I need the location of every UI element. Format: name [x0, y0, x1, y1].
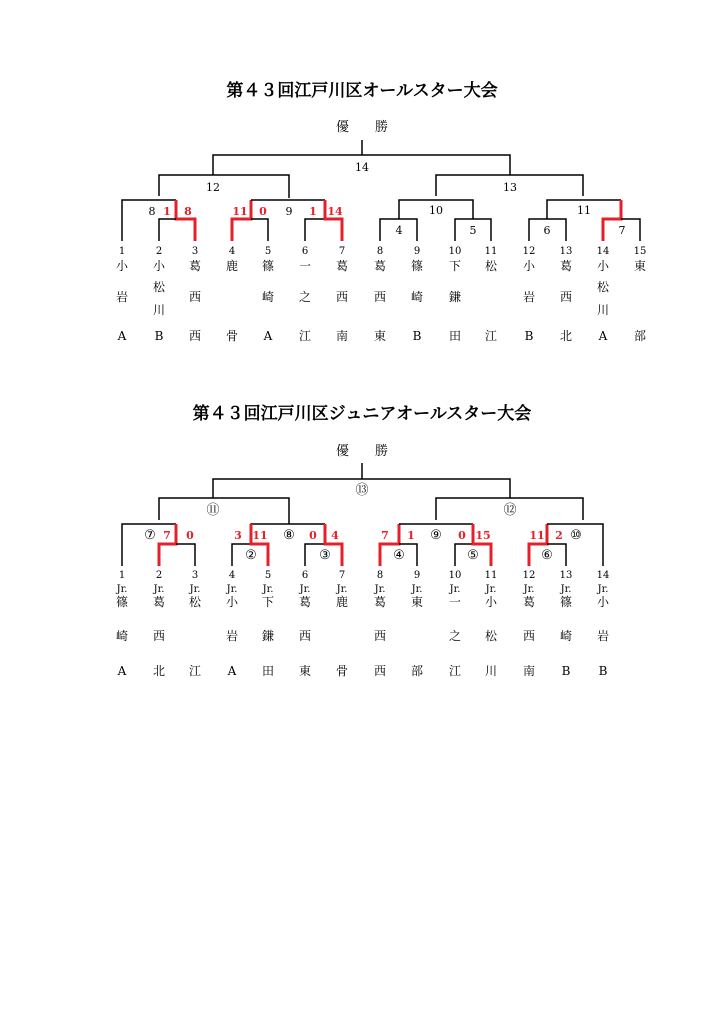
team-name: 葛: [298, 595, 312, 609]
team-number: 6: [301, 570, 309, 581]
team-name: 葛: [152, 595, 166, 609]
team-name: 南: [335, 329, 349, 343]
team-number: 7: [338, 246, 346, 257]
team-number: 14: [596, 246, 610, 257]
team-name: B: [598, 664, 608, 678]
team-name: 西: [373, 664, 387, 678]
team-number: 11: [484, 246, 498, 257]
team-name: 葛: [373, 595, 387, 609]
team-name: B: [524, 329, 534, 343]
score: 11: [529, 529, 545, 542]
team-name: 小: [596, 595, 610, 609]
match-number: ⑬: [355, 483, 369, 498]
match-number: 10: [429, 204, 443, 217]
team-name: 鎌: [261, 629, 275, 643]
match-number: ⑦: [144, 528, 156, 543]
team-name: 松: [188, 595, 202, 609]
team-name: 田: [261, 664, 275, 678]
score: 2: [555, 529, 563, 542]
score: 0: [259, 205, 267, 218]
match-number: ⑥: [541, 548, 553, 563]
team-name: 東: [373, 329, 387, 343]
team-name: 鹿: [335, 595, 349, 609]
score: 0: [458, 529, 466, 542]
team-number: 13: [559, 246, 573, 257]
team-number: 12: [522, 570, 536, 581]
score: 7: [163, 529, 171, 542]
bracket: [305, 219, 325, 241]
team-name: A: [598, 329, 608, 343]
team-name: 西: [559, 290, 573, 304]
team-name: 部: [633, 329, 647, 343]
match-number: 7: [618, 224, 626, 237]
score: 8: [184, 205, 192, 218]
team-number: 9: [413, 570, 421, 581]
team-name: 葛: [522, 595, 536, 609]
team-name: 西: [335, 290, 349, 304]
team-number: 2: [155, 246, 163, 257]
team-name: 篠: [115, 595, 129, 609]
team-name: 松: [152, 280, 166, 294]
tournament-2-title: 第４３回江戸川区ジュニアオールスター大会: [192, 404, 532, 424]
team-name: 東: [298, 664, 312, 678]
match-number: 8: [148, 205, 156, 218]
score: 11: [232, 205, 248, 218]
team-name: 岩: [225, 629, 239, 643]
team-number: 5: [264, 570, 272, 581]
team-number: 3: [191, 246, 199, 257]
team-number: 8: [376, 246, 384, 257]
team-name: 小: [115, 259, 129, 273]
match-number: 6: [543, 224, 551, 237]
team-jr: Jr.: [523, 584, 535, 595]
team-number: 4: [228, 246, 236, 257]
score: 14: [327, 205, 343, 218]
team-name: 小: [522, 259, 536, 273]
team-name: 葛: [335, 259, 349, 273]
team-jr: Jr.: [449, 584, 461, 595]
score: 1: [407, 529, 415, 542]
team-name: 西: [522, 629, 536, 643]
match-number: ③: [319, 548, 331, 563]
team-number: 1: [118, 570, 126, 581]
team-name: 葛: [188, 259, 202, 273]
team-name: 西: [188, 290, 202, 304]
team-number: 15: [633, 246, 647, 257]
team-name: 岩: [596, 629, 610, 643]
team-number: 1: [118, 246, 126, 257]
semi-left: [159, 498, 289, 524]
team-name: 葛: [559, 259, 573, 273]
team-number: 11: [484, 570, 498, 581]
bracket: [159, 219, 176, 241]
team-name: 江: [484, 329, 498, 343]
team-name: 川: [152, 303, 166, 317]
team-jr: Jr.: [116, 584, 128, 595]
team-name: 鹿: [225, 259, 239, 273]
team-name: B: [561, 664, 571, 678]
team-number: 4: [228, 570, 236, 581]
match-number: 4: [395, 224, 403, 237]
team-jr: Jr.: [189, 584, 201, 595]
score: 0: [186, 529, 194, 542]
team-name: 西: [298, 629, 312, 643]
match-number: 5: [469, 224, 477, 237]
team-name: 西: [373, 290, 387, 304]
team-name: 小: [596, 259, 610, 273]
team-name: 松: [596, 280, 610, 294]
team-name: 岩: [115, 290, 129, 304]
team-name: A: [117, 664, 127, 678]
team-number: 3: [191, 570, 199, 581]
team-name: 西: [188, 329, 202, 343]
team-name: 之: [448, 629, 462, 643]
team-jr: Jr.: [411, 584, 423, 595]
team-name: A: [227, 664, 237, 678]
team-name: 之: [298, 290, 312, 304]
team-number: 10: [448, 570, 462, 581]
match-number: 13: [503, 181, 517, 194]
team-name: 北: [559, 329, 573, 343]
score: 15: [475, 529, 491, 542]
score: 1: [163, 205, 171, 218]
team-number: 7: [338, 570, 346, 581]
team-name: 骨: [335, 664, 349, 678]
match-number: ⑪: [206, 503, 220, 518]
team-name: 西: [152, 629, 166, 643]
team-name: 小: [152, 259, 166, 273]
team-name: 田: [448, 329, 462, 343]
team-name: 篠: [261, 259, 275, 273]
team-name: 崎: [559, 629, 573, 643]
match-number: ④: [393, 548, 405, 563]
team-name: 一: [448, 595, 462, 609]
team-number: 6: [301, 246, 309, 257]
team-name: 部: [410, 664, 424, 678]
team-name: 江: [188, 664, 202, 678]
tournament-1-title: 第４３回江戸川区オールスター大会: [226, 81, 498, 101]
team-jr: Jr.: [226, 584, 238, 595]
team-name: B: [412, 329, 422, 343]
team-name: 崎: [410, 290, 424, 304]
bracket: [251, 219, 268, 241]
match-number: ②: [245, 548, 257, 563]
team-number: 8: [376, 570, 384, 581]
team-name: 下: [261, 595, 275, 609]
team-name: 下: [448, 259, 462, 273]
team-jr: Jr.: [485, 584, 497, 595]
match-number: ⑩: [570, 528, 582, 543]
team-name: 葛: [373, 259, 387, 273]
match-number: 9: [285, 205, 293, 218]
team-jr: Jr.: [336, 584, 348, 595]
team-number: 10: [448, 246, 462, 257]
match-number: 14: [355, 161, 369, 174]
team-number: 9: [413, 246, 421, 257]
team-name: A: [263, 329, 273, 343]
team-name: 鎌: [448, 290, 462, 304]
match-number: 11: [577, 204, 591, 217]
team-name: 南: [522, 664, 536, 678]
bracket: [176, 544, 195, 566]
match-number: ⑧: [283, 528, 295, 543]
team-name: 骨: [225, 329, 239, 343]
team-name: 松: [484, 259, 498, 273]
team-name: 西: [373, 629, 387, 643]
match-number: ⑤: [467, 548, 479, 563]
team-name: 川: [596, 303, 610, 317]
team-number: 14: [596, 570, 610, 581]
team-name: 崎: [115, 629, 129, 643]
match-number: ⑨: [430, 528, 442, 543]
score: 3: [234, 529, 242, 542]
team-jr: Jr.: [262, 584, 274, 595]
team-name: 江: [448, 664, 462, 678]
champion-label: 優 勝: [335, 444, 389, 459]
team-name: 小: [225, 595, 239, 609]
match-number: 12: [206, 181, 220, 194]
team-name: 川: [484, 664, 498, 678]
team-name: 小: [484, 595, 498, 609]
score: 1: [309, 205, 317, 218]
team-name: 江: [298, 329, 312, 343]
team-number: 13: [559, 570, 573, 581]
team-jr: Jr.: [560, 584, 572, 595]
team-name: 一: [298, 259, 312, 273]
team-number: 5: [264, 246, 272, 257]
team-number: 12: [522, 246, 536, 257]
team-jr: Jr.: [374, 584, 386, 595]
semi-left: [159, 175, 289, 198]
team-name: 篠: [559, 595, 573, 609]
team-name: B: [154, 329, 164, 343]
team-name: 崎: [261, 290, 275, 304]
team-name: 松: [484, 629, 498, 643]
team-name: 東: [410, 595, 424, 609]
team-jr: Jr.: [597, 584, 609, 595]
team-jr: Jr.: [299, 584, 311, 595]
team-name: 北: [152, 664, 166, 678]
score: 0: [309, 529, 317, 542]
team-jr: Jr.: [153, 584, 165, 595]
score: 11: [252, 529, 268, 542]
score: 4: [331, 529, 339, 542]
team-number: 2: [155, 570, 163, 581]
team-name: 東: [633, 259, 647, 273]
team-name: A: [117, 329, 127, 343]
team-name: 篠: [410, 259, 424, 273]
match-number: ⑫: [503, 503, 517, 518]
champion-label: 優 勝: [335, 120, 389, 135]
score: 7: [381, 529, 389, 542]
team-name: 岩: [522, 290, 536, 304]
